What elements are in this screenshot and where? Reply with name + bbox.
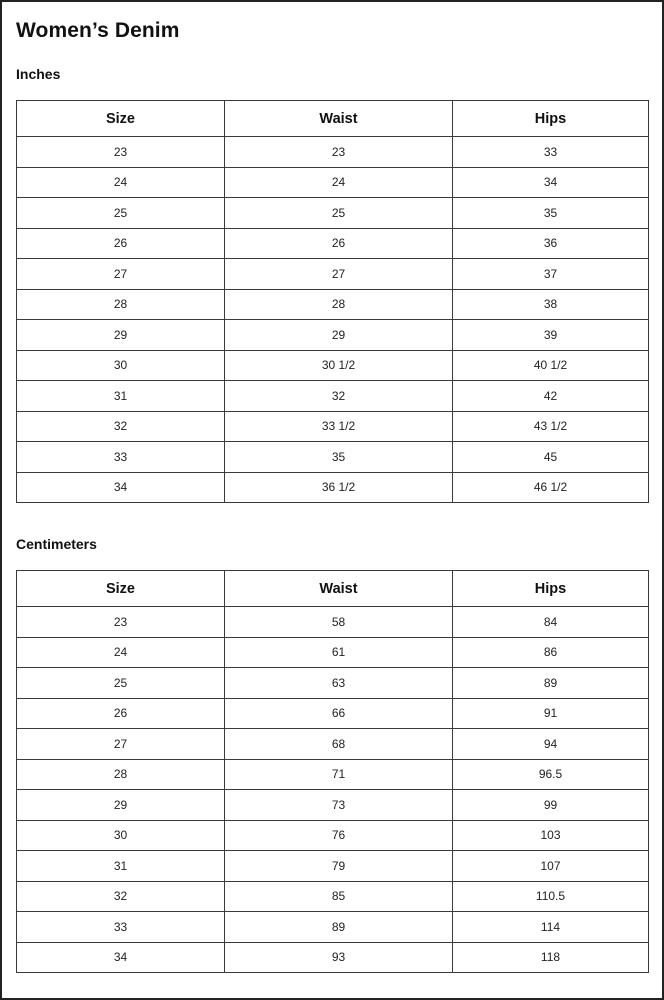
size-cell: 34	[17, 942, 225, 973]
hips-cell: 110.5	[453, 881, 649, 912]
hips-cell: 40 1/2	[453, 350, 649, 381]
waist-cell: 29	[225, 320, 453, 351]
size-cell: 29	[17, 320, 225, 351]
waist-cell: 26	[225, 228, 453, 259]
waist-cell: 28	[225, 289, 453, 320]
size-cell: 26	[17, 698, 225, 729]
waist-cell: 85	[225, 881, 453, 912]
hips-cell: 96.5	[453, 759, 649, 790]
table-row	[17, 912, 649, 943]
size-cell: 24	[17, 637, 225, 668]
waist-cell: 27	[225, 259, 453, 290]
hips-cell: 94	[453, 729, 649, 760]
table-row	[17, 350, 649, 381]
column-header-hips: Hips	[453, 571, 649, 607]
table-row	[17, 411, 649, 442]
size-cell: 26	[17, 228, 225, 259]
table-row	[17, 442, 649, 473]
size-cell: 23	[17, 607, 225, 638]
waist-cell: 36 1/2	[225, 472, 453, 503]
hips-cell: 34	[453, 167, 649, 198]
waist-cell: 58	[225, 607, 453, 638]
size-cell: 28	[17, 289, 225, 320]
column-header-size: Size	[17, 101, 225, 137]
centimeters-size-table	[16, 570, 649, 973]
waist-cell: 71	[225, 759, 453, 790]
hips-cell: 86	[453, 637, 649, 668]
size-cell: 32	[17, 881, 225, 912]
waist-cell: 73	[225, 790, 453, 821]
hips-cell: 46 1/2	[453, 472, 649, 503]
section-label-inches: Inches	[16, 66, 61, 82]
section-label-centimeters: Centimeters	[16, 536, 97, 552]
hips-cell: 107	[453, 851, 649, 882]
table-row	[17, 259, 649, 290]
hips-cell: 45	[453, 442, 649, 473]
size-cell: 25	[17, 198, 225, 229]
table-row	[17, 198, 649, 229]
hips-cell: 39	[453, 320, 649, 351]
waist-cell: 24	[225, 167, 453, 198]
table-header-row	[17, 101, 649, 137]
table-row	[17, 942, 649, 973]
hips-cell: 118	[453, 942, 649, 973]
hips-cell: 38	[453, 289, 649, 320]
waist-cell: 30 1/2	[225, 350, 453, 381]
table-row	[17, 851, 649, 882]
waist-cell: 61	[225, 637, 453, 668]
table-row	[17, 167, 649, 198]
hips-cell: 89	[453, 668, 649, 699]
size-cell: 29	[17, 790, 225, 821]
table-row	[17, 381, 649, 412]
size-cell: 32	[17, 411, 225, 442]
waist-cell: 33 1/2	[225, 411, 453, 442]
inches-size-table	[16, 100, 649, 503]
size-cell: 24	[17, 167, 225, 198]
hips-cell: 43 1/2	[453, 411, 649, 442]
waist-cell: 32	[225, 381, 453, 412]
waist-cell: 79	[225, 851, 453, 882]
column-header-hips: Hips	[453, 101, 649, 137]
table-row	[17, 820, 649, 851]
waist-cell: 63	[225, 668, 453, 699]
size-cell: 28	[17, 759, 225, 790]
waist-cell: 89	[225, 912, 453, 943]
size-cell: 34	[17, 472, 225, 503]
column-header-waist: Waist	[225, 101, 453, 137]
table-row	[17, 137, 649, 168]
table-row	[17, 637, 649, 668]
table-row	[17, 759, 649, 790]
page-title: Women’s Denim	[16, 19, 180, 42]
table-row	[17, 607, 649, 638]
table-row	[17, 790, 649, 821]
hips-cell: 36	[453, 228, 649, 259]
hips-cell: 37	[453, 259, 649, 290]
column-header-waist: Waist	[225, 571, 453, 607]
table-row	[17, 668, 649, 699]
waist-cell: 68	[225, 729, 453, 760]
hips-cell: 91	[453, 698, 649, 729]
table-row	[17, 320, 649, 351]
size-cell: 31	[17, 851, 225, 882]
table-row	[17, 729, 649, 760]
size-cell: 30	[17, 350, 225, 381]
table-row	[17, 289, 649, 320]
size-cell: 33	[17, 912, 225, 943]
waist-cell: 25	[225, 198, 453, 229]
waist-cell: 23	[225, 137, 453, 168]
table-row	[17, 881, 649, 912]
size-cell: 33	[17, 442, 225, 473]
size-cell: 25	[17, 668, 225, 699]
waist-cell: 76	[225, 820, 453, 851]
waist-cell: 35	[225, 442, 453, 473]
size-cell: 30	[17, 820, 225, 851]
hips-cell: 114	[453, 912, 649, 943]
size-cell: 27	[17, 259, 225, 290]
size-cell: 27	[17, 729, 225, 760]
waist-cell: 66	[225, 698, 453, 729]
table-row	[17, 228, 649, 259]
hips-cell: 42	[453, 381, 649, 412]
column-header-size: Size	[17, 571, 225, 607]
hips-cell: 84	[453, 607, 649, 638]
size-cell: 31	[17, 381, 225, 412]
table-header-row	[17, 571, 649, 607]
hips-cell: 103	[453, 820, 649, 851]
size-cell: 23	[17, 137, 225, 168]
hips-cell: 35	[453, 198, 649, 229]
hips-cell: 99	[453, 790, 649, 821]
table-row	[17, 472, 649, 503]
waist-cell: 93	[225, 942, 453, 973]
hips-cell: 33	[453, 137, 649, 168]
table-row	[17, 698, 649, 729]
